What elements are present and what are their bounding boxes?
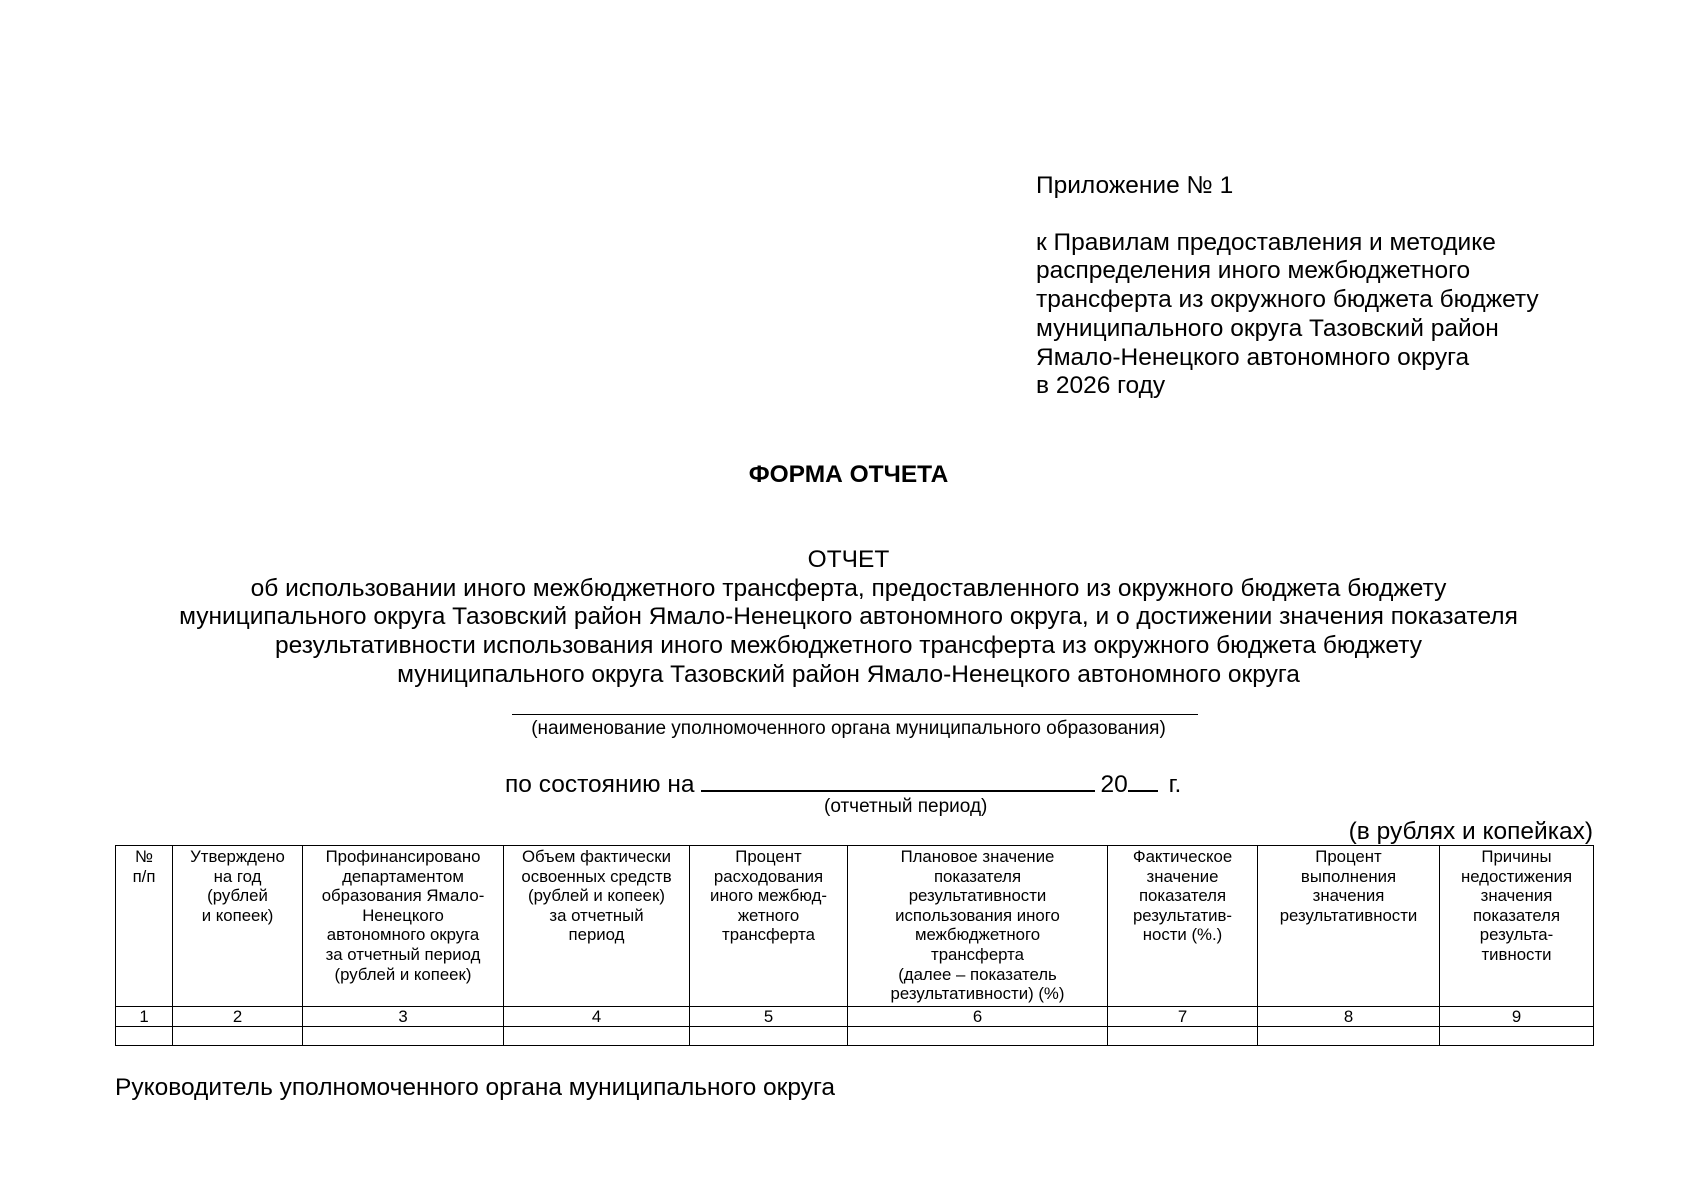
report-heading-line: муниципального округа Тазовский район Ямало-Ненецкого автономного округа [397,660,1300,688]
column-number-cell: 2 [173,1007,303,1027]
date-blank-field[interactable] [701,766,1095,792]
report-heading-line: ОТЧЕТ [807,546,890,573]
form-title: ФОРМА ОТЧЕТА [748,461,949,488]
header-line: Причины [1481,847,1552,866]
header-line: (рублей и копеек) [334,964,472,984]
header-line: результативности) (%) [890,984,1065,1004]
data-cell[interactable] [1108,1027,1258,1046]
header-line: (рублей [207,886,268,906]
column-number-cell: 7 [1108,1007,1258,1027]
data-cell[interactable] [1440,1027,1594,1046]
data-cell[interactable] [303,1027,504,1046]
appendix-line: распределения иного межбюджетного [1036,257,1471,285]
header-line: Процент [735,847,802,866]
header-cell [690,846,848,1007]
header-line: Объем фактически [521,847,672,866]
column-number-row [116,1007,1594,1027]
header-cell [848,846,1108,1007]
header-line: ности (%.) [1142,925,1223,945]
header-line: на год [213,866,262,886]
report-heading-line: результативности использования иного межбюджетного трансферта из окружного бюджета бюджету [275,632,1422,660]
header-line: освоенных средств [521,866,672,886]
header-line: период [568,925,625,945]
header-line: п/п [132,866,156,886]
header-cell [1108,846,1258,1007]
appendix-block [1036,172,1636,401]
header-line: значения [1480,886,1553,906]
header-line: трансферта [722,925,815,945]
data-cell[interactable] [173,1027,303,1046]
header-line: за отчетный [549,905,644,925]
header-line: Профинансировано [325,847,481,866]
date-year-prefix: 20 [1100,771,1128,798]
header-cell [1258,846,1440,1007]
header-line: иного межбюд- [709,886,828,906]
org-name-caption: (наименование уполномоченного органа муниципального образования) [531,718,1166,739]
header-cell [173,846,303,1007]
column-number-cell: 3 [303,1007,504,1027]
column-number-cell: 9 [1440,1007,1594,1027]
header-line: Ненецкого [362,905,444,925]
header-line: показателя [1472,905,1561,925]
appendix-line: муниципального округа Тазовский район [1036,314,1499,342]
header-line: (рублей и копеек) [528,886,665,906]
column-number-cell: 8 [1258,1007,1440,1027]
header-line: автономного округа [326,925,480,945]
header-line: Процент [1315,847,1382,866]
data-cell[interactable] [1258,1027,1440,1046]
header-line: недостижения [1460,866,1573,886]
header-line: значения [1312,886,1385,906]
date-prefix: по состоянию на [505,771,695,798]
org-name-blank-line[interactable] [512,714,1198,715]
header-line: образования Ямало- [321,886,485,906]
data-cell[interactable] [116,1027,173,1046]
date-row [505,766,1181,799]
appendix-line: к Правилам предоставления и методике [1036,228,1496,256]
header-line: значение [1146,866,1219,886]
year-blank-field[interactable] [1128,766,1158,792]
column-number-cell: 4 [504,1007,690,1027]
header-line: Утверждено [190,847,285,866]
header-line: межбюджетного [914,925,1041,945]
header-line: выполнения [1300,866,1397,886]
header-line: расходования [713,866,824,886]
appendix-line: Ямало-Ненецкого автономного округа [1036,343,1470,371]
column-number-cell: 1 [116,1007,173,1027]
header-line: показателя [1138,886,1227,906]
header-line: показателя [933,866,1022,886]
column-number-cell: 6 [848,1007,1108,1027]
header-line: за отчетный период [325,944,481,964]
appendix-line: в 2026 году [1036,372,1166,400]
date-suffix: г. [1168,771,1182,798]
data-cell[interactable] [848,1027,1108,1046]
header-cell [303,846,504,1007]
header-line: и копеек) [201,905,274,925]
column-number-cell: 5 [690,1007,848,1027]
table-row [116,1027,1594,1046]
table-header-row [116,846,1594,1007]
header-line: результативности [1279,905,1418,925]
header-line: департаментом [342,866,464,886]
header-cell [116,846,173,1007]
period-caption: (отчетный период) [824,796,988,817]
header-line: результатив- [1132,905,1233,925]
report-table [115,845,1594,1046]
header-cell [1440,846,1594,1007]
header-line: (далее – показатель [898,964,1057,984]
data-cell[interactable] [504,1027,690,1046]
header-line: результативности [908,886,1047,906]
header-line: тивности [1481,944,1552,964]
report-heading-line: об использовании иного межбюджетного трансферта, предоставленного из окружного бюджета бюджету [250,574,1447,602]
header-line: Плановое значение [900,847,1055,866]
units-note: (в рублях и копейках) [1348,818,1593,845]
report-heading [0,546,1697,690]
header-cell [504,846,690,1007]
header-line: результа- [1479,925,1554,945]
data-cell[interactable] [690,1027,848,1046]
report-heading-line: муниципального округа Тазовский район Ямало-Ненецкого автономного округа, и о достижении значения показателя [179,603,1518,631]
header-line: жетного [737,905,800,925]
appendix-line: трансферта из окружного бюджета бюджету [1036,286,1539,314]
header-line: Фактическое [1132,847,1233,866]
header-line: использования иного [895,905,1060,925]
appendix-number: Приложение № 1 [1036,172,1234,199]
header-line: трансферта [931,944,1024,964]
header-line: № [134,847,153,866]
signature-line: Руководитель уполномоченного органа муниципального округа [115,1074,835,1101]
